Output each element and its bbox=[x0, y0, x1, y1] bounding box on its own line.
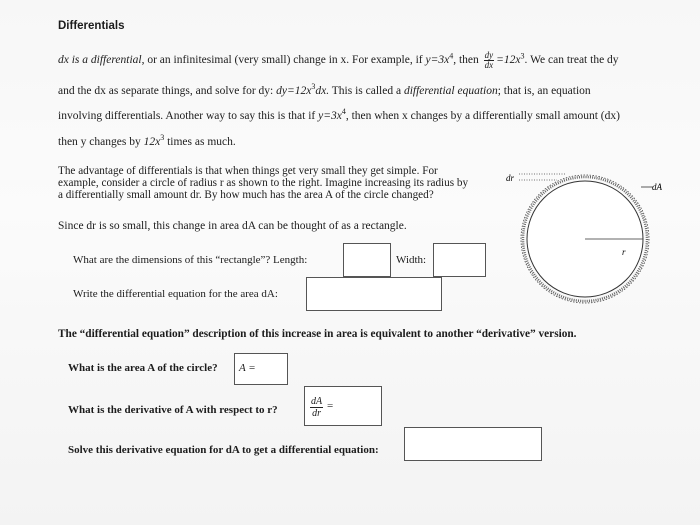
p1-differential-equation-term: differential equation bbox=[403, 85, 498, 97]
p1-line3-eq: y=3x bbox=[318, 110, 342, 122]
q-diffeq-area-text: Write the differential equation for the area dA: bbox=[73, 288, 278, 300]
p1-eq1: y=3x bbox=[425, 54, 450, 67]
dA-dr-fraction bbox=[310, 396, 323, 419]
p1-line3-a: involving differentials. Another way to say this is that if bbox=[58, 110, 316, 122]
p4-text: The “differential equation” description of this increase in area is equivalent to another “derivative” version. bbox=[58, 328, 577, 340]
p1-line3-b: , then when x changes by a differentially small amount (dx) bbox=[345, 110, 620, 122]
label-r: r bbox=[622, 247, 626, 257]
solve-answer-box[interactable] bbox=[404, 427, 542, 461]
p1-frac-den: dx bbox=[484, 60, 494, 70]
label-dA: dA bbox=[652, 182, 662, 192]
p1-line2-b: This is called a bbox=[331, 85, 402, 97]
p1-line2-eq: dy=12x bbox=[276, 85, 312, 97]
p1-line3-eq-exp: 4 bbox=[341, 107, 346, 117]
p1-eq2: =12x bbox=[496, 54, 521, 67]
p1-line2-d: ; that is, an equation bbox=[497, 85, 591, 97]
p2-line3: a differentially small amount dr. By how much has the area A of the circle changed? bbox=[58, 189, 434, 201]
diffeq-area-answer-box[interactable] bbox=[306, 277, 442, 311]
p1-line2-text: and the dx as separate things, and solve for dy: bbox=[58, 85, 274, 97]
p1-then: , then bbox=[453, 54, 479, 67]
p2-line2: example, consider a circle of radius r as shown to the right. Imagine increasing its radius by bbox=[58, 177, 469, 189]
p1-dx-text: dx is a bbox=[58, 54, 89, 67]
area-answer-box[interactable] bbox=[234, 353, 288, 385]
derivative-frac-den: dr bbox=[312, 408, 321, 419]
q-solve-text: Solve this derivative equation for dA to get a differential equation: bbox=[68, 444, 379, 456]
p1-line4-a: then y changes by bbox=[58, 136, 141, 148]
p1-line1 bbox=[58, 51, 619, 70]
area-prefix: A = bbox=[239, 362, 256, 374]
p1-line4-eq: 12x bbox=[143, 136, 161, 148]
q-area-text: What is the area A of the circle? bbox=[68, 362, 218, 374]
p1-line2 bbox=[58, 84, 591, 98]
p1-line4-eq-exp: 3 bbox=[160, 133, 165, 143]
p1-differential-term: differential bbox=[90, 54, 142, 67]
p1-line4-b: times as much. bbox=[167, 136, 236, 148]
p1-frac-num: dy bbox=[484, 50, 494, 60]
p1-eq1-exp: 4 bbox=[449, 51, 454, 61]
p1-eq2-exp: 3 bbox=[520, 51, 525, 61]
q-dimensions-text: What are the dimensions of this “rectangle”? Length: bbox=[73, 254, 308, 266]
p1-dydx-fraction bbox=[484, 51, 495, 70]
circle-figure bbox=[505, 165, 665, 305]
page-title: Differentials bbox=[58, 20, 125, 32]
derivative-answer-box[interactable] bbox=[304, 386, 382, 426]
p1-line2-eq-exp: 3 bbox=[311, 82, 316, 92]
p1-line2-eq-end: dx. bbox=[315, 85, 330, 97]
width-answer-box[interactable] bbox=[433, 243, 486, 277]
length-answer-box[interactable] bbox=[343, 243, 391, 277]
q-derivative-text: What is the derivative of A with respect to r? bbox=[68, 404, 278, 416]
label-dr: dr bbox=[506, 173, 515, 183]
p2-line1: The advantage of differentials is that when things get very small they get simple. For bbox=[58, 165, 438, 177]
q-width-label: Width: bbox=[396, 254, 427, 266]
p1-line4 bbox=[58, 135, 236, 149]
p1-line1-end: . We can treat the dy bbox=[524, 54, 619, 67]
derivative-frac-num: dA bbox=[311, 396, 323, 407]
p3-text: Since dr is so small, this change in area dA can be thought of as a rectangle. bbox=[58, 220, 407, 232]
p1-line3 bbox=[58, 109, 620, 123]
derivative-equals: = bbox=[327, 400, 334, 412]
p1-line1-text: , or an infinitesimal (very small) change in x. For example, if bbox=[141, 54, 423, 67]
